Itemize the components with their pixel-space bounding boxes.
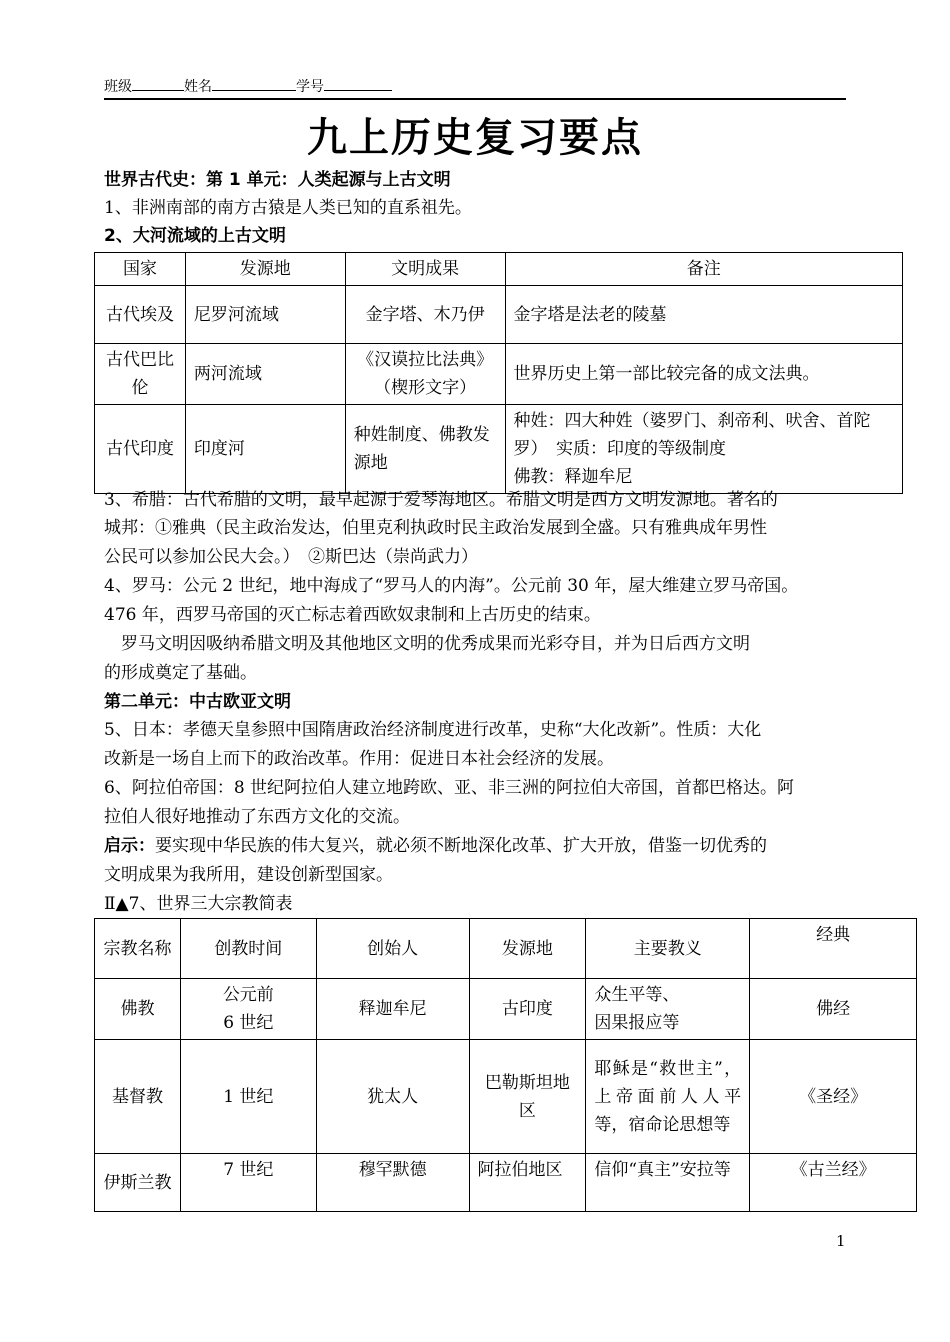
insight-line xyxy=(104,832,849,860)
time-cell xyxy=(180,979,316,1040)
class-label: 班级 xyxy=(104,79,132,95)
header-cell: 备注 xyxy=(505,253,902,286)
origin-cell: 古印度 xyxy=(469,979,586,1040)
item-3-line: 公民可以参加公民大会。） ②斯巴达（崇尚武力） xyxy=(104,547,478,567)
origin-cell: 尼罗河流域 xyxy=(185,286,345,344)
item-3-line: 城邦：①雅典（民主政治发达，伯里克利执政时民主政治发展到全盛。只有雅典成年男性 xyxy=(104,518,767,538)
item-2-heading: 2、大河流域的上古文明 xyxy=(104,226,286,246)
item-5-line: 改新是一场自上而下的政治改革。作用：促进日本社会经济的发展。 xyxy=(104,749,614,769)
item-4-line: 476 年，西罗马帝国的灭亡标志着西欧奴隶制和上古历史的结束。 xyxy=(104,605,601,625)
scripture-cell: 《圣经》 xyxy=(750,1040,917,1154)
doctrine-cell: 信仰“真主”安拉等 xyxy=(586,1154,750,1212)
achievement-cell: 金字塔、木乃伊 xyxy=(345,286,505,344)
founder-cell: 释迦牟尼 xyxy=(316,979,469,1040)
insight-label: 启示： xyxy=(104,836,155,856)
religion-cell: 伊斯兰教 xyxy=(95,1154,181,1212)
time-line: 6 世纪 xyxy=(223,1013,274,1033)
achievement-cell: 《汉谟拉比法典》（楔形文字） xyxy=(345,344,505,405)
header-cell: 主要教义 xyxy=(586,919,750,979)
item-6-line: 6、阿拉伯帝国：8 世纪阿拉伯人建立地跨欧、亚、非三洲的阿拉伯大帝国，首都巴格达。阿 xyxy=(104,778,795,798)
doctrine-cell xyxy=(586,979,750,1040)
header-cell: 文明成果 xyxy=(345,253,505,286)
time-cell: 7 世纪 xyxy=(180,1154,316,1212)
doctrine-line: 众生平等、 xyxy=(594,985,680,1005)
country-cell: 古代巴比伦 xyxy=(95,344,186,405)
page-title: 九上历史复习要点 xyxy=(307,115,643,161)
header-cell: 宗教名称 xyxy=(95,919,181,979)
religion-table xyxy=(94,918,917,1212)
table-row xyxy=(95,286,903,344)
id-label: 学号 xyxy=(296,79,324,95)
item-4-line: 罗马文明因吸纳希腊文明及其他地区文明的优秀成果而光彩夺目，并为日后西方文明 xyxy=(104,634,750,654)
student-info-line xyxy=(104,76,846,100)
time-line: 公元前 xyxy=(222,985,274,1005)
founder-cell: 犹太人 xyxy=(316,1040,469,1154)
item-7-heading: Ⅱ▲7、世界三大宗教简表 xyxy=(104,894,293,914)
header-cell: 经典 xyxy=(750,919,917,979)
header-cell: 发源地 xyxy=(469,919,586,979)
origin-cell: 两河流域 xyxy=(185,344,345,405)
name-blank xyxy=(212,76,296,91)
id-blank xyxy=(324,76,392,91)
item-1: 1、非洲南部的南方古猿是人类已知的直系祖先。 xyxy=(104,198,472,218)
note-cell: 金字塔是法老的陵墓 xyxy=(505,286,902,344)
item-4-line: 的形成奠定了基础。 xyxy=(104,663,257,683)
table-header-row xyxy=(95,919,917,979)
note-cell xyxy=(505,405,902,494)
note-line: 种姓：四大种姓（婆罗门、刹帝利、吠舍、首陀罗） 实质：印度的等级制度 xyxy=(513,411,871,459)
item-6-line: 拉伯人很好地推动了东西方文化的交流。 xyxy=(104,807,410,827)
page-number: 1 xyxy=(836,1232,846,1250)
note-line: 佛教：释迦牟尼 xyxy=(513,467,633,487)
religion-cell: 基督教 xyxy=(95,1040,181,1154)
insight-line: 文明成果为我所用，建设创新型国家。 xyxy=(104,865,393,885)
note-cell: 世界历史上第一部比较完备的成文法典。 xyxy=(505,344,902,405)
doctrine-cell: 耶稣是“救世主”，上帝面前人人平等，宿命论思想等 xyxy=(586,1040,750,1154)
table-row xyxy=(95,405,903,494)
origin-cell: 印度河 xyxy=(185,405,345,494)
unit1-heading: 世界古代史：第 1 单元：人类起源与上古文明 xyxy=(104,170,451,190)
item-5-line: 5、日本：孝德天皇参照中国隋唐政治经济制度进行改革，史称“大化改新”。性质：大化 xyxy=(104,720,762,740)
time-cell: 1 世纪 xyxy=(180,1040,316,1154)
achievement-cell: 种姓制度、佛教发源地 xyxy=(345,405,505,494)
header-cell: 创教时间 xyxy=(180,919,316,979)
table-header-row xyxy=(95,253,903,286)
origin-cell: 巴勒斯坦地区 xyxy=(469,1040,586,1154)
origin-cell: 阿拉伯地区 xyxy=(469,1154,586,1212)
table-row xyxy=(95,344,903,405)
religion-cell: 佛教 xyxy=(95,979,181,1040)
doctrine-line: 因果报应等 xyxy=(594,1013,680,1033)
civilization-table xyxy=(94,252,903,494)
class-blank xyxy=(132,76,184,91)
table-row xyxy=(95,1154,917,1212)
table-row xyxy=(95,1040,917,1154)
unit2-heading: 第二单元：中古欧亚文明 xyxy=(104,692,291,712)
country-cell: 古代埃及 xyxy=(95,286,186,344)
item-3-line: 3、希腊：古代希腊的文明，最早起源于爱琴海地区。希腊文明是西方文明发源地。著名的 xyxy=(104,490,778,510)
scripture-cell: 《古兰经》 xyxy=(750,1154,917,1212)
scripture-cell: 佛经 xyxy=(750,979,917,1040)
header-cell: 国家 xyxy=(95,253,186,286)
founder-cell: 穆罕默德 xyxy=(316,1154,469,1212)
table-row xyxy=(95,979,917,1040)
header-cell: 创始人 xyxy=(316,919,469,979)
item-4-line: 4、罗马：公元 2 世纪，地中海成了“罗马人的内海”。公元前 30 年，屋大维建立罗马帝国。 xyxy=(104,576,799,596)
country-cell: 古代印度 xyxy=(95,405,186,494)
header-cell: 发源地 xyxy=(185,253,345,286)
insight-text: 要实现中华民族的伟大复兴，就必须不断地深化改革、扩大开放，借鉴一切优秀的 xyxy=(155,836,767,856)
name-label: 姓名 xyxy=(184,79,212,95)
